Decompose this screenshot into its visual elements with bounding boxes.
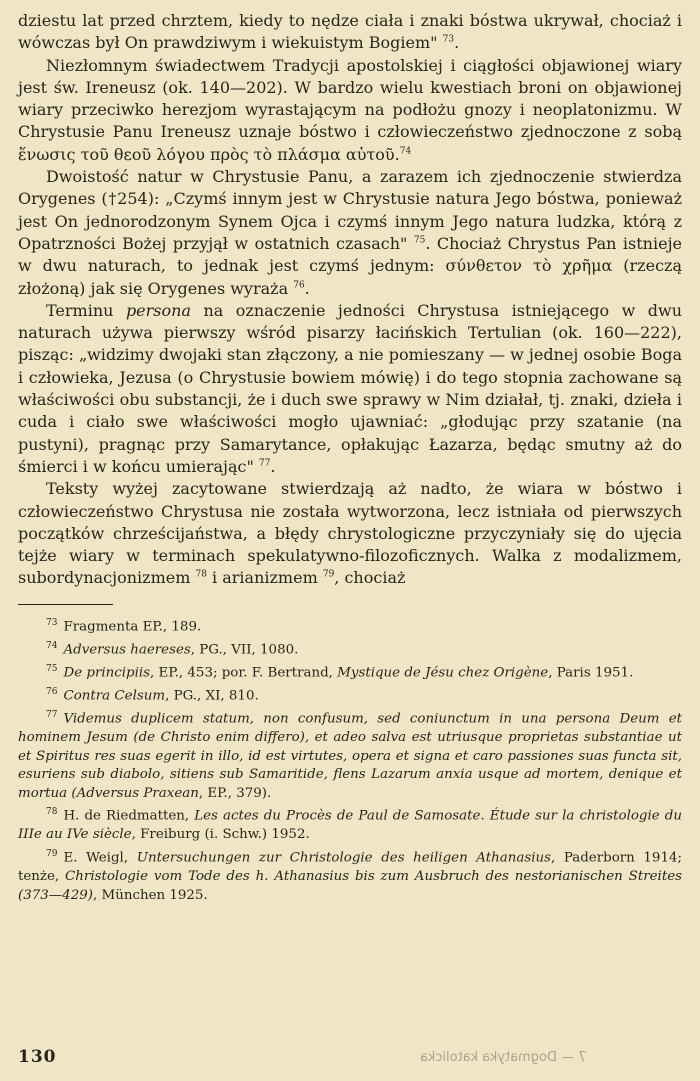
footnote-77: $^{77}$ Videmus duplicem statum, non confusum, sed coniunctum in una persona Deum et hominem Jesum (de Christo enim differo), et adeo salva est utriusque proprietas substantiae ut et Spiritus res suas egerit in illo, id est virtutes, opera et signa et caro passiones suas functa sit, esuriens sub diabolo, sitiens sub Samaritide, flens Lazarum anxia usque ad mortem, denique et mortua (Adversus Praxean, EP., 379). bbox=[18, 709, 682, 801]
footnote-ref-78: 78 bbox=[195, 570, 207, 581]
footnote-75: $^{75}$ De principiis, EP., 453; por. F. Bertrand, Mystique de Jésu chez Origène, Paris 1951. bbox=[46, 663, 634, 681]
paragraph-3: Dwoistość natur w Chrystusie Panu, a zarazem ich zjednoczenie stwierdza Orygenes (†254): „Czymś innym jest w Chrystusie natura Jego bóstwa, ponieważ jest On jednorodzonym Synem Ojca i czymś innym Jego natura ludzka, którą z Opatrzności Bożej przyjął w ostatnich czasach" $^{75}$. Chociaż Chrystus Pan istnieje w dwu naturach, to jednak jest czymś jednym: σύνθετον τὸ χρῆμα (rzeczą złożoną) jak się Orygenes wyraża $^{76}$. bbox=[18, 167, 682, 298]
footnote-ref-77: 77 bbox=[258, 458, 271, 469]
paragraph-2: Niezłomnym świadectwem Tradycji apostolskiej i ciągłości objawionej wiary jest św. Ireneusz (ok. 140—202). W bardzo wielu kwestiach broni on objawionej wiary przeciwko herezjom wyrastającym na podłożu gnozy i neoplatonizmu. W Chrystusie Panu Ireneusz uznaje bóstwo i człowieczeństwo zjednoczone z sobą ἕνωσις τοῦ θεοῦ λόγου πρὸς τὸ πλάσμα αὐτοῦ.$^{74}$ bbox=[18, 55, 682, 164]
footnote-73: $^{73}$ Fragmenta EP., 189. bbox=[46, 617, 202, 635]
footnote-ref-74: 74 bbox=[399, 146, 412, 157]
footnote-divider bbox=[18, 604, 113, 605]
footnote-ref-75: 75 bbox=[413, 235, 426, 246]
footnote-ref-79: 79 bbox=[322, 570, 335, 581]
paragraph-1: dziestu lat przed chrztem, kiedy to nędze ciała i znaki bóstwa ukrywał, chociaż i wówczas był On prawdziwym i wiekuistym Bogiem" $^{73}$. bbox=[18, 11, 682, 53]
page-number: 130 bbox=[18, 1047, 57, 1067]
paragraph-5: Teksty wyżej zacytowane stwierdzają aż nadto, że wiara w bóstwo i człowieczeństwo Chrystusa nie została wytworzona, lecz istniała od pierwszych początków chrześcijaństwa, a błędy chrystologiczne przyczyniały się do ujęcia tejże wiary w terminach spekulatywno-filozoficznych. Walka z modalizmem, subordynacjonizmem $^{78}$ i arianizmem $^{79}$, chociaż bbox=[18, 479, 682, 588]
paragraph-4: Terminu persona na oznaczenie jedności Chrystusa istniejącego w dwu naturach używa pierwszy wśród pisarzy łacińskich Tertulian (ok. 160—222), pisząc: „widzimy dwojaki stan złączony, a nie pomieszany — w jednej osobie Boga i człowieka, Jezusa (o Chrystusie bowiem mówię) i do tego stopnia zachowane są właściwości obu substancji, że i duch swe sprawy w Nim działał, tj. znaki, dzieła i cuda i ciało swe właściwości mogło ujawniać: „głodując przy szatanie (na pustyni), pragnąc przy Samarytance, opłakując Łazarza, będąc smutny aż do śmierci i w końcu umierając" $^{77}$. bbox=[18, 300, 683, 476]
footnote-ref-73: 73 bbox=[442, 34, 455, 45]
footnote-76: $^{76}$ Contra Celsum, PG., XI, 810. bbox=[46, 686, 259, 704]
footnote-ref-76: 76 bbox=[293, 280, 305, 291]
footnote-74: $^{74}$ Adversus haereses, PG., VII, 1080. bbox=[46, 640, 299, 658]
bleed-through-text: 7 — Dogmatyka katolicka bbox=[420, 1050, 587, 1065]
footnote-78: $^{78}$ H. de Riedmatten, Les actes du Procès de Paul de Samosate. Étude sur la christologie du IIIe au IVe siècle, Freiburg (i. Schw.) 1952. bbox=[18, 807, 682, 843]
main-text bbox=[18, 10, 682, 590]
term-persona: persona bbox=[125, 300, 191, 320]
footnote-79: $^{79}$ E. Weigl, Untersuchungen zur Christologie des heiligen Athanasius, Paderborn 1914; tenże, Christologie vom Tode des h. Athanasius bis zum Ausbruch des nestorianischen Streites (373—429), München 1925. bbox=[18, 849, 682, 903]
footnotes bbox=[18, 614, 682, 906]
